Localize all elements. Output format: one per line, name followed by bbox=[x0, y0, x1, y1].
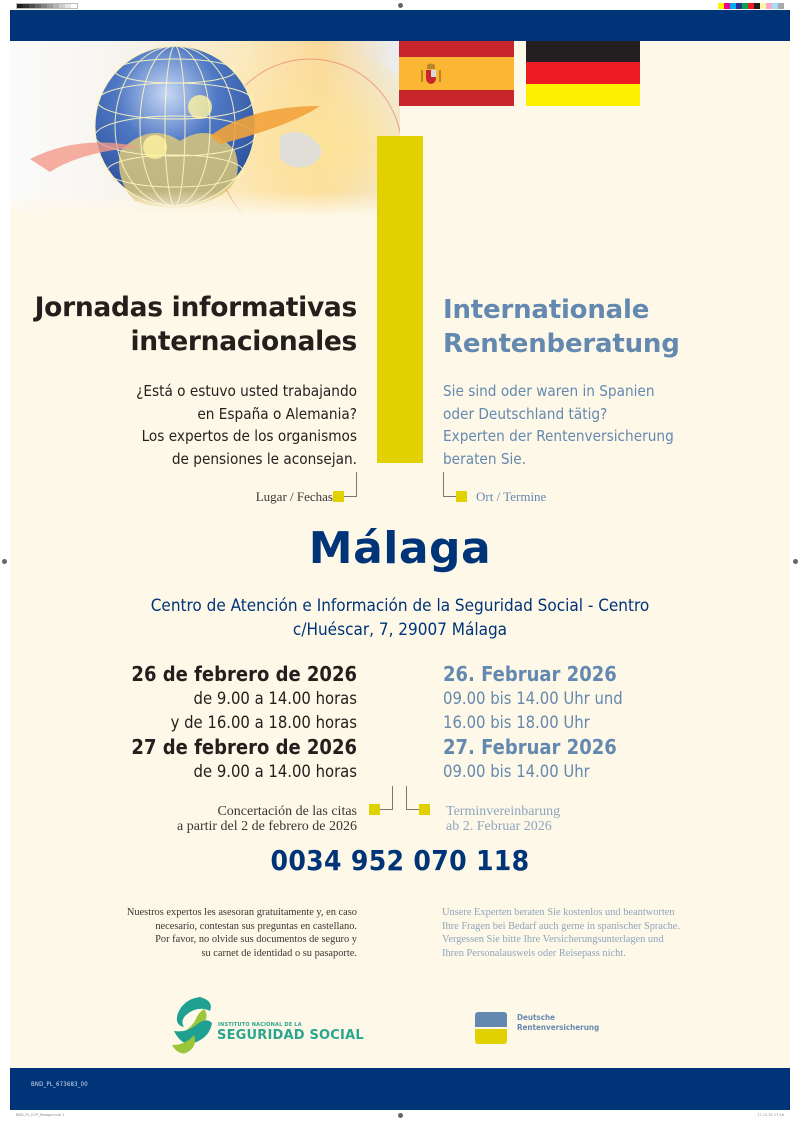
print-slug-left: BND_PL_E2P_Malaga.indd 1 bbox=[16, 1113, 65, 1117]
yellow-marker-square bbox=[369, 804, 380, 815]
venue-name: Centro de Atención e Información de la Seguridad Social - Centro bbox=[150, 596, 650, 616]
logo-text-line1: Deutsche bbox=[517, 1013, 555, 1022]
note-line: Vergessen Sie bitte Ihre Versicherungsunterlagen und bbox=[442, 934, 664, 945]
city-name: Málaga bbox=[308, 523, 492, 574]
yellow-marker-square bbox=[456, 491, 467, 502]
note-german bbox=[442, 906, 782, 960]
lead-es-line: en España o Alemania? bbox=[197, 404, 357, 423]
title-es-line: Jornadas informativas bbox=[34, 292, 357, 323]
note-line: Ihren Personalausweis oder Reisepass nicht. bbox=[442, 947, 626, 959]
schedule-date: 27. Februar 2026 bbox=[443, 735, 617, 759]
appointment-line: Terminvereinbarung bbox=[446, 804, 561, 819]
lead-german bbox=[443, 380, 783, 470]
connector-line bbox=[406, 786, 419, 810]
logo-text-line1: INSTITUTO NACIONAL DE LA bbox=[218, 1022, 302, 1028]
title-de-line: Internationale bbox=[443, 295, 650, 325]
appointment-line: ab 2. Februar 2026 bbox=[446, 819, 552, 834]
schedule-date: 27 de febrero de 2026 bbox=[131, 735, 357, 759]
schedule-german bbox=[443, 662, 783, 784]
schedule-hours: 16.00 bis 18.00 Uhr bbox=[443, 713, 590, 732]
schedule-hours: de 9.00 a 14.00 horas bbox=[193, 762, 357, 781]
registration-mark-left bbox=[2, 559, 7, 564]
lead-de-line: Sie sind oder waren in Spanien bbox=[443, 382, 655, 400]
connector-line bbox=[380, 786, 393, 810]
yellow-marker-square bbox=[333, 491, 344, 502]
appointment-line: a partir del 2 de febrero de 2026 bbox=[177, 819, 357, 834]
note-line: necesario, contestan sus preguntas en castellano. bbox=[155, 920, 357, 932]
appointment-line: Concertación de las citas bbox=[217, 804, 357, 819]
title-de-line: Rentenberatung bbox=[443, 329, 680, 359]
lead-spanish bbox=[10, 380, 357, 470]
schedule-spanish bbox=[10, 662, 357, 784]
schedule-hours: de 9.00 a 14.00 horas bbox=[193, 689, 357, 708]
venue-address bbox=[10, 594, 790, 642]
schedule-date: 26. Februar 2026 bbox=[443, 662, 617, 686]
lead-de-line: beraten Sie. bbox=[443, 449, 527, 468]
print-slug-right: 17.12.25 17:16 bbox=[757, 1113, 784, 1117]
label-lugar-fechas: Lugar / Fechas bbox=[255, 489, 333, 504]
label-ort-termine: Ort / Termine bbox=[476, 489, 547, 504]
logo-text-line2: Rentenversicherung bbox=[517, 1022, 600, 1032]
lead-de-line: oder Deutschland tätig? bbox=[443, 404, 608, 423]
connector-line bbox=[344, 472, 357, 497]
poster bbox=[10, 10, 790, 1110]
title-german bbox=[443, 293, 783, 361]
color-calibration-strip bbox=[718, 3, 784, 9]
schedule-hours: 09.00 bis 14.00 Uhr bbox=[443, 762, 590, 781]
drv-emblem-blue bbox=[475, 1012, 507, 1027]
spanish-coat-of-arms-icon bbox=[419, 62, 443, 86]
note-line: su carnet de identidad o su pasaporte. bbox=[201, 947, 357, 959]
schedule-date: 26 de febrero de 2026 bbox=[131, 662, 357, 686]
drv-emblem-yellow bbox=[475, 1029, 507, 1044]
appointment-spanish bbox=[10, 804, 357, 834]
yellow-divider-bar bbox=[377, 136, 423, 463]
registration-mark-right bbox=[793, 559, 798, 564]
lead-es-line: ¿Está o estuvo usted trabajando bbox=[136, 382, 357, 400]
title-es-line: internacionales bbox=[130, 326, 357, 357]
yellow-marker-square bbox=[419, 804, 430, 815]
phone-number[interactable]: 0034 952 070 118 bbox=[270, 844, 530, 877]
note-line: Ihre Fragen bei Bedarf auch gerne in spanischer Sprache. bbox=[442, 920, 681, 932]
spain-flag bbox=[399, 41, 514, 106]
seguridad-social-logo bbox=[170, 995, 370, 1057]
schedule-hours: y de 16.00 a 18.00 horas bbox=[170, 713, 357, 732]
lead-es-line: Los expertos de los organismos bbox=[141, 427, 357, 445]
top-band bbox=[10, 10, 790, 41]
lead-es-line: de pensiones le aconsejan. bbox=[171, 449, 357, 468]
note-spanish bbox=[10, 906, 357, 960]
deutsche-rentenversicherung-logo bbox=[475, 1012, 635, 1052]
connector-line bbox=[443, 472, 456, 497]
title-spanish bbox=[10, 291, 357, 359]
document-code: BND_PL_673683_00 bbox=[31, 1081, 88, 1088]
logo-text-line2: SEGURIDAD SOCIAL bbox=[217, 1028, 364, 1043]
bottom-band bbox=[10, 1068, 790, 1110]
hero-fade bbox=[10, 191, 400, 216]
grayscale-calibration-strip bbox=[16, 3, 78, 9]
germany-flag bbox=[526, 41, 640, 106]
appointment-german bbox=[446, 804, 746, 834]
note-line: Por favor, no olvide sus documentos de seguro y bbox=[155, 934, 357, 945]
globe-icon bbox=[10, 41, 400, 216]
lead-de-line: Experten der Rentenversicherung bbox=[443, 427, 674, 445]
registration-mark-bottom bbox=[398, 1113, 403, 1118]
schedule-hours: 09.00 bis 14.00 Uhr und bbox=[443, 689, 623, 708]
note-line: Nuestros expertos les asesoran gratuitamente y, en caso bbox=[126, 907, 357, 918]
seguridad-social-emblem-icon bbox=[170, 995, 216, 1057]
street-address: c/Huéscar, 7, 29007 Málaga bbox=[292, 620, 508, 640]
registration-mark-top bbox=[398, 3, 403, 8]
note-line: Unsere Experten beraten Sie kostenlos und beantworten bbox=[442, 907, 675, 918]
drv-logo-text bbox=[517, 1013, 599, 1032]
globe-illustration bbox=[10, 41, 400, 216]
